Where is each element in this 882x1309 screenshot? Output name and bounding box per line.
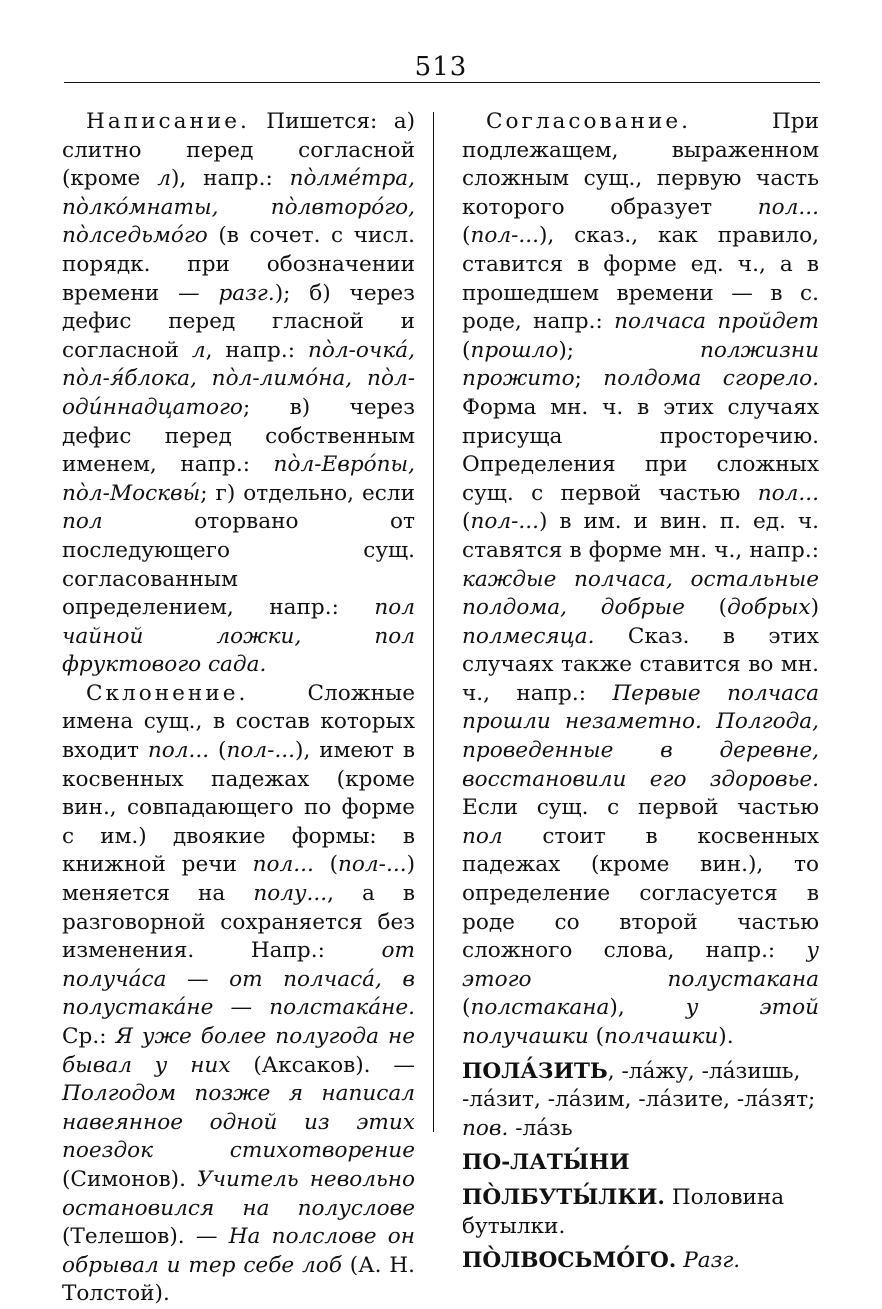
text-run: пол... <box>147 738 210 764</box>
text-run: стоит в косвенных падежах (кроме вин.), то определение согласуется в роде со второй частью сложного слова, напр.: <box>462 823 819 964</box>
header-rule <box>64 82 820 83</box>
text-run: пол... <box>757 194 819 220</box>
text-run: полжизни прожито <box>462 337 819 392</box>
text-run: у этой получашки <box>462 995 819 1049</box>
text-run: Если сущ. с первой частью <box>462 795 819 821</box>
text-run: пол... <box>757 480 819 506</box>
text-run: ); б) через дефис перед гласной и согласной <box>62 280 415 363</box>
text-run: Пишется: а) слитно перед согласной (кроме <box>62 109 415 192</box>
page-number: 513 <box>414 52 468 82</box>
left-column <box>62 108 415 1309</box>
text-run: ). <box>718 1024 734 1049</box>
section-heading: Согласование. <box>486 109 691 134</box>
text-run: (Телешов). — <box>62 1224 229 1250</box>
text-run: полчаса пройдет <box>614 309 819 335</box>
text-run: ; г) отдельно, если <box>200 480 415 506</box>
text-run: ; <box>574 366 604 392</box>
text-run: пол-... <box>470 223 539 249</box>
text-run: оторвано от последующего сущ. согласованным определением, напр.: <box>62 509 415 621</box>
text-run: При подлежащем, выраженном сложным сущ., первую часть которого образует <box>462 109 819 220</box>
text-run: , -ла́жу, -ла́зишь, -ла́зит, -ла́зим, -ла́зите, -ла́зят; <box>462 1058 816 1113</box>
text-run: полстакана <box>470 995 610 1021</box>
dictionary-entry-polbutylki <box>462 1184 819 1241</box>
paragraph-declension <box>62 680 415 1309</box>
paragraph-spelling <box>62 108 415 680</box>
text-run: ) в им. и вин. п. ед. ч. ставятся в форме мн. ч., напр.: <box>462 509 819 563</box>
text-run: ( <box>462 995 471 1021</box>
text-run <box>676 1248 683 1273</box>
text-run: -ла́зь <box>508 1115 573 1141</box>
text-run: ), сказ., как правило, ставится в форме ед. ч., а в прошедшем времени — в с. роде, напр.: <box>462 223 819 335</box>
text-run: (А. Н. Толстой). <box>62 1252 415 1307</box>
text-run: ( <box>209 738 227 764</box>
text-run: добрых <box>727 595 811 621</box>
text-run: Половина бутылки. <box>462 1184 785 1239</box>
headword: ПО̀ЛВОСЬМО́ГО. <box>462 1248 677 1274</box>
text-run: разг. <box>218 280 275 306</box>
text-run: по̀лме́тра, по̀лко́мнаты, по̀лвторо́го, по̀лседьмо́го <box>62 166 416 249</box>
text-run: ( <box>462 337 471 363</box>
text-run: (в сочет. с числ. порядк. при обозначении времени — <box>62 223 415 306</box>
text-run: полдома сгорело. <box>603 366 819 392</box>
text-run: ( <box>462 223 471 249</box>
text-run: Учитель невольно остановился на полуслове <box>62 1166 415 1221</box>
text-run: , напр.: <box>205 337 308 363</box>
text-run: л <box>157 166 171 192</box>
headword: ПО̀ЛБУТЫ́ЛКИ. <box>462 1184 665 1210</box>
text-run: полмесяца. <box>462 623 595 649</box>
text-run: Я уже более полугода не бывал у них <box>62 1024 415 1078</box>
dictionary-entry-polvosmogo <box>462 1247 819 1276</box>
text-run: Форма мн. ч. в этих случаях присуща просторечию. Определения при сложных сущ. с первой частью <box>462 394 819 506</box>
text-run: ( <box>462 509 471 535</box>
text-run: ), <box>609 995 686 1021</box>
text-run: Сказ. в этих случаях также ставится во мн. ч., напр.: <box>462 623 819 706</box>
text-run: прошло <box>470 337 559 363</box>
text-run: от получа́са — от полчаса́, в полустака́не — полстака́не. <box>62 938 415 1021</box>
text-run: ( <box>313 852 339 878</box>
text-run: л <box>191 337 206 363</box>
text-run: (Симонов). <box>62 1166 197 1192</box>
text-run: Сложные имена сущ., в состав которых входит <box>62 680 415 764</box>
text-run: ) меняется на <box>62 852 415 907</box>
text-run: пол-... <box>470 509 539 535</box>
headword: ПО-ЛАТЫ́НИ <box>462 1150 630 1176</box>
text-run: пол-... <box>338 852 407 878</box>
text-run: ( <box>684 595 728 621</box>
text-run: пол <box>462 823 503 849</box>
text-run: Полгодом позже я написал навеянное одной из этих поездок стихотворение <box>62 1081 415 1164</box>
dictionary-entry-po-latyni <box>462 1149 819 1178</box>
text-run: ; в) через дефис перед собственным именем, напр.: <box>62 394 415 478</box>
text-run: , а в разговорной сохраняется без изменения. Напр.: <box>62 881 415 964</box>
text-run: ), напр.: <box>170 166 290 192</box>
text-run: пол <box>62 509 103 535</box>
right-column <box>462 108 819 1276</box>
text-run: ) <box>810 595 819 621</box>
text-run: Первые полчаса прошли незаметно. Полгода, проведенные в деревне, восстановили его здоровье. <box>462 680 819 792</box>
text-run: пол-... <box>226 738 296 764</box>
text-run: у этого полустакана <box>462 938 819 992</box>
text-run: полчашки <box>604 1024 719 1049</box>
paragraph-agreement <box>462 108 819 1052</box>
text-run: На полслове он обрывал и тер себе лоб <box>62 1224 415 1278</box>
text-run: Ср.: <box>62 1024 116 1049</box>
text-run: пов. <box>462 1115 509 1141</box>
text-run: (Аксаков). — <box>230 1052 415 1078</box>
section-heading: Написание. <box>86 109 250 134</box>
text-run: по̀л-очка́, по̀л-я́блока, по̀л-лимо́на, по̀л-оди́ннадцатого <box>62 337 415 420</box>
headword: ПОЛА́ЗИТЬ <box>462 1058 608 1084</box>
text-run: полу... <box>253 881 328 907</box>
text-run: пол чайной ложки, пол фруктового сада. <box>62 595 415 678</box>
dictionary-entry-polazit <box>462 1058 819 1144</box>
text-run: ( <box>588 1024 605 1049</box>
text-run: ); <box>558 337 700 363</box>
column-divider <box>433 112 434 1132</box>
text-run: каждые полчаса, остальные полдома, добрые <box>462 566 819 621</box>
text-run: ), имеют в косвенных падежах (кроме вин., совпадающего по форме с им.) двоякие формы: в книжной речи <box>62 738 416 878</box>
text-run: пол... <box>252 852 314 878</box>
text-run: по̀л-Евро́пы, по̀л-Москвы́ <box>62 452 415 506</box>
section-heading: Склонение. <box>86 680 249 706</box>
text-run: Разг. <box>683 1248 741 1274</box>
